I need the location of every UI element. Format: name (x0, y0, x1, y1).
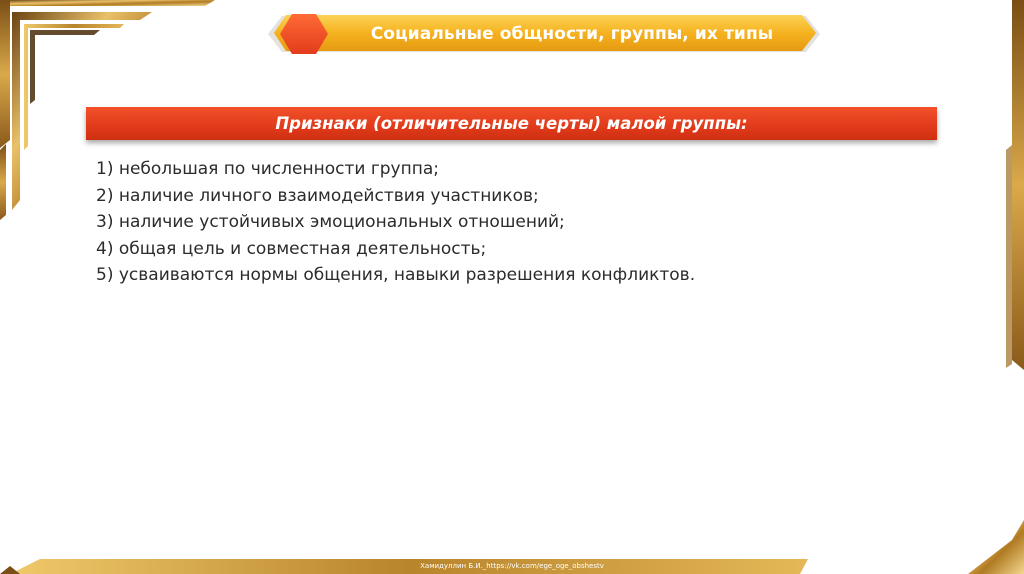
list-item: 1) небольшая по численности группа; (96, 159, 439, 179)
section-header (86, 107, 937, 140)
list-item: 3) наличие устойчивых эмоциональных отношений; (96, 212, 565, 232)
features-list (96, 156, 695, 289)
footer-credit: Хамидуллин Б.И._https://vk.com/ege_oge_obshestv (420, 562, 604, 570)
list-item: 4) общая цель и совместная деятельность; (96, 238, 487, 259)
frame-stroke (0, 144, 6, 220)
slide-title: Социальные общности, группы, их типы (370, 24, 774, 44)
frame-stroke (1006, 145, 1012, 368)
list-item: 5) усваиваются нормы общения, навыки разрешения конфликтов. (96, 265, 696, 285)
frame-stroke (0, 0, 215, 6)
section-header-text: Признаки (отличительные черты) малой группы: (275, 114, 748, 133)
frame-stroke (1012, 0, 1024, 370)
frame-stroke (0, 0, 10, 148)
title-banner (268, 12, 824, 56)
frame-stroke (30, 30, 100, 104)
list-item: 2) наличие личного взаимодействия участников; (96, 185, 539, 206)
